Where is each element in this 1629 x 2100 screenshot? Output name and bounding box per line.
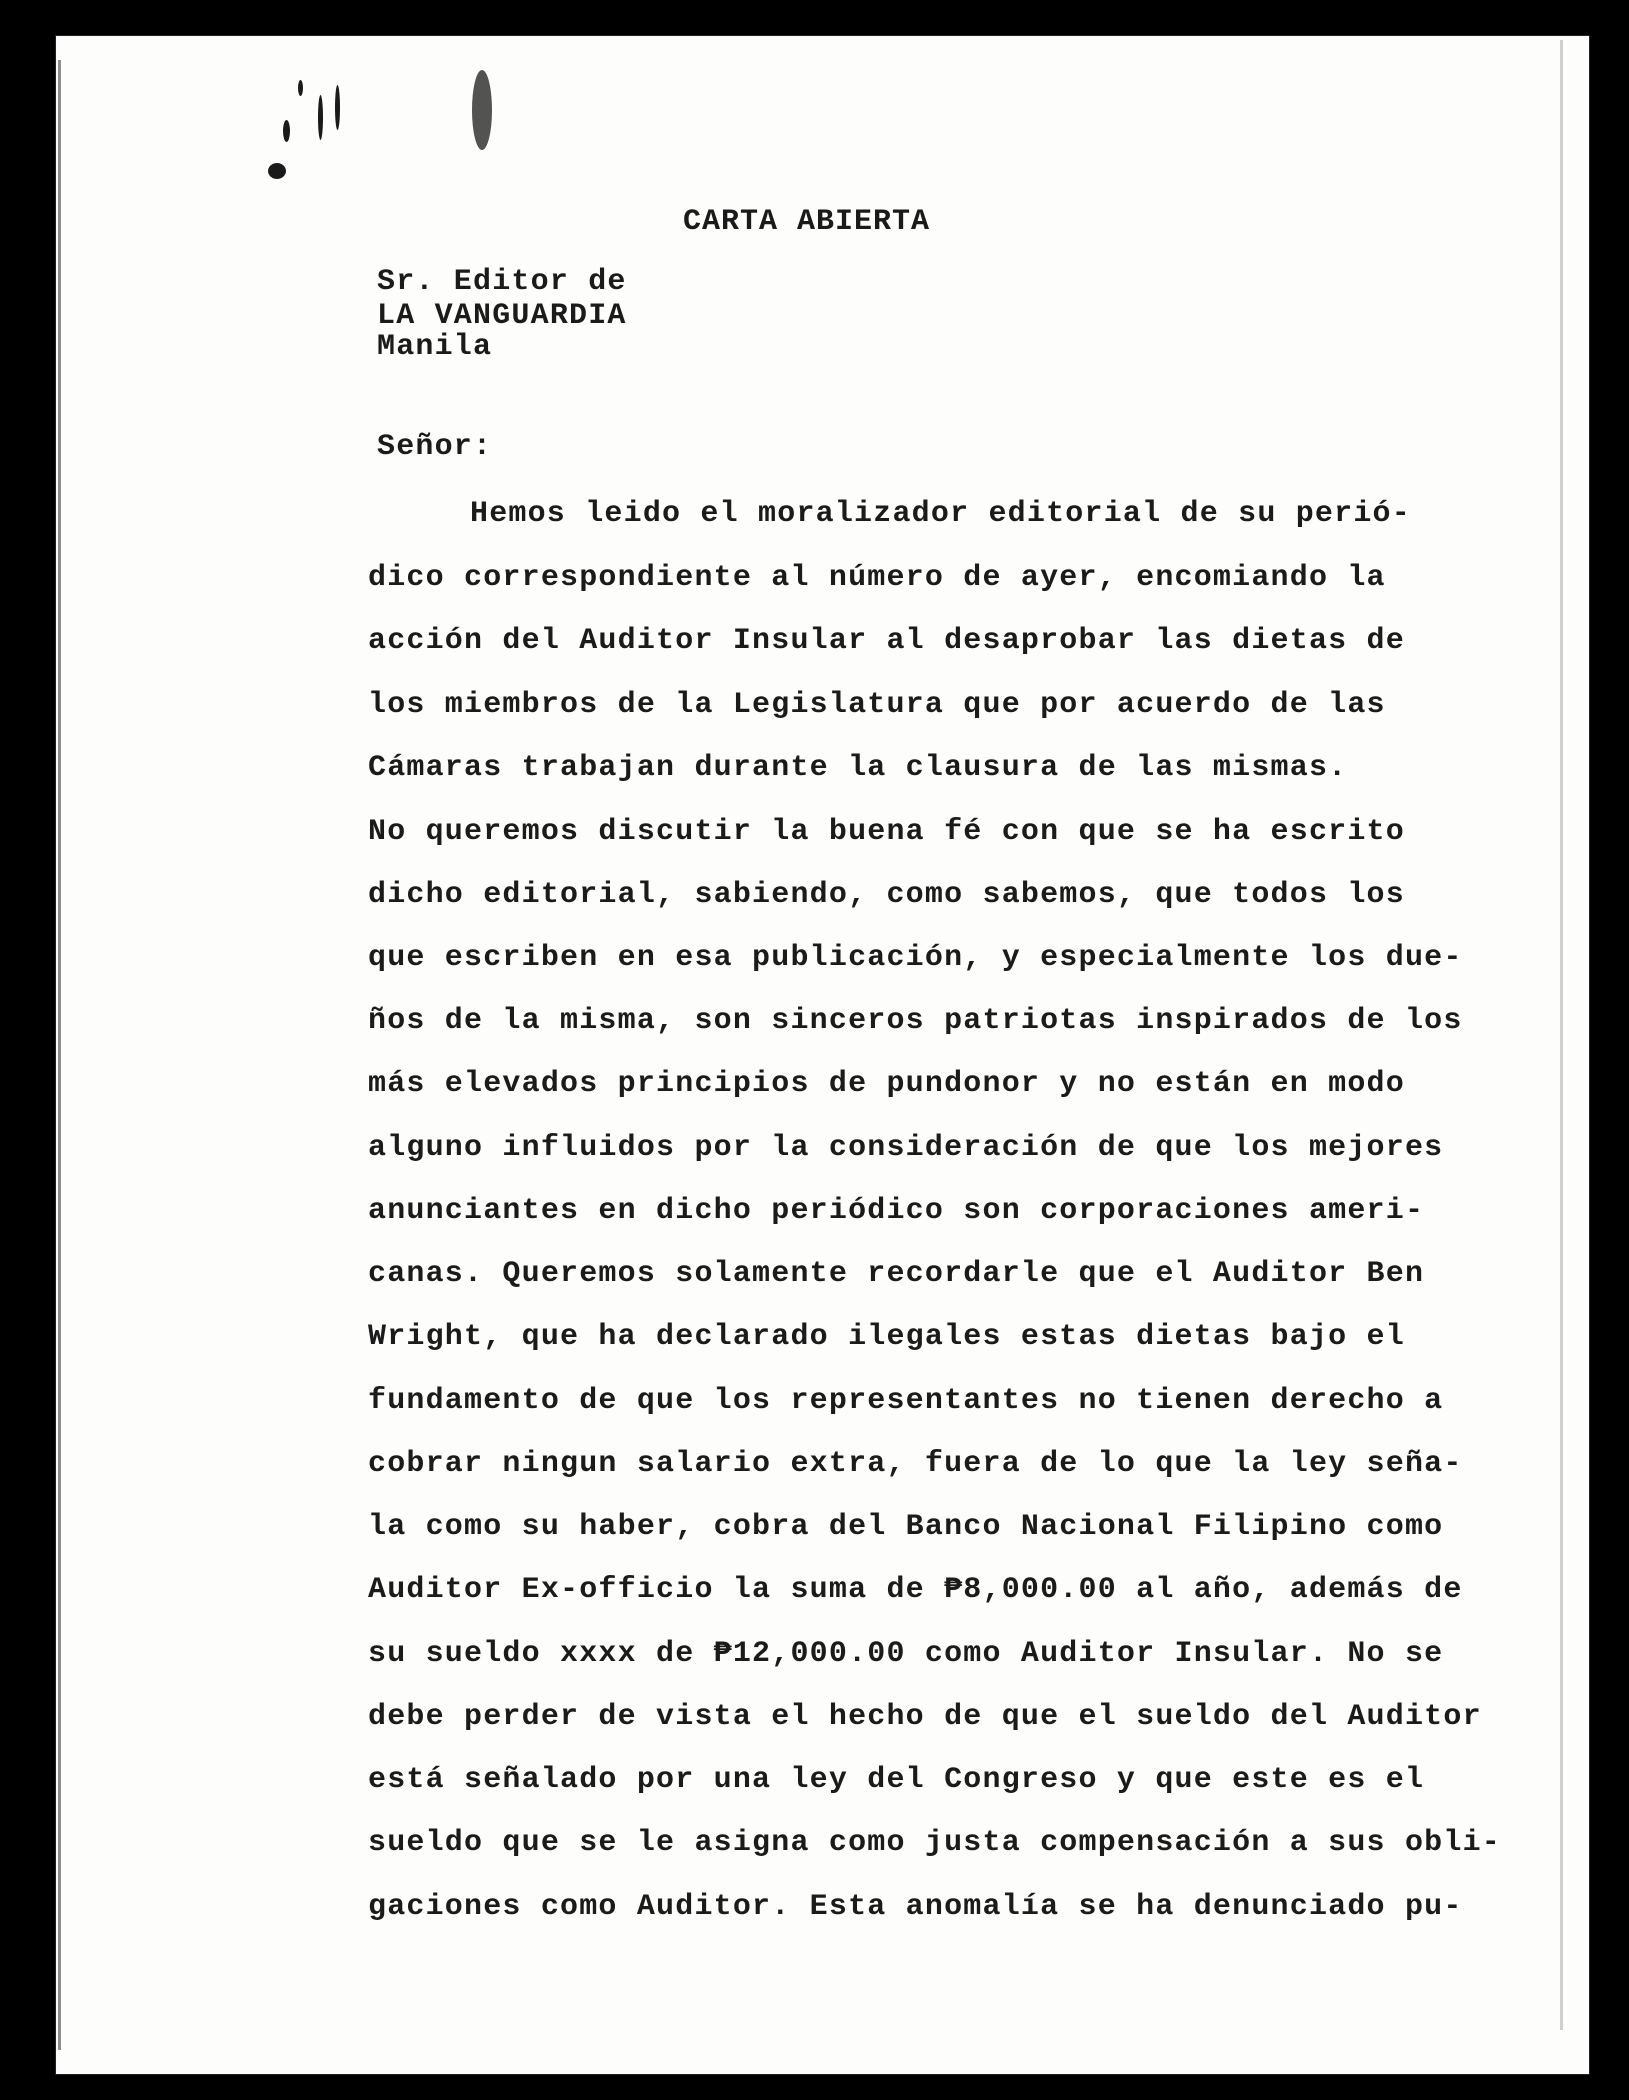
body-line: está señalado por una ley del Congreso y que este es el [368,1763,1425,1797]
paper-fold-line [58,60,61,2050]
body-line: más elevados principios de pundonor y no están en modo [368,1067,1405,1101]
address-line-newspaper: LA VANGUARDIA [377,299,627,333]
body-line: Hemos leido el moralizador editorial de su perió- [470,497,1411,531]
body-line: acción del Auditor Insular al desaprobar las dietas de [368,624,1405,658]
body-line: la como su haber, cobra del Banco Nacional Filipino como [368,1510,1444,1544]
address-line-city: Manila [377,330,493,364]
body-line: ños de la misma, son sinceros patriotas inspirados de los [368,1004,1463,1038]
body-line: fundamento de que los representantes no tienen derecho a [368,1384,1444,1418]
ink-mark [268,163,286,179]
body-line: dicho editorial, sabiendo, como sabemos, que todos los [368,878,1405,912]
body-line: su sueldo xxxx de ₱12,000.00 como Auditor Insular. No se [368,1637,1444,1671]
letter-heading: CARTA ABIERTA [683,205,931,239]
body-line: debe perder de vista el hecho de que el sueldo del Auditor [368,1700,1482,1734]
body-line: No queremos discutir la buena fé con que se ha escrito [368,815,1405,849]
body-line: anunciantes en dicho periódico son corporaciones ameri- [368,1194,1425,1228]
body-line: los miembros de la Legislatura que por acuerdo de las [368,688,1386,722]
body-line: alguno influidos por la consideración de que los mejores [368,1131,1444,1165]
body-line: que escriben en esa publicación, y especialmente los due- [368,941,1463,975]
body-line: canas. Queremos solamente recordarle que el Auditor Ben [368,1257,1425,1291]
body-line: gaciones como Auditor. Esta anomalía se ha denunciado pu- [368,1890,1463,1924]
body-line: dico correspondiente al número de ayer, encomiando la [368,561,1386,595]
ink-mark [283,120,290,142]
body-line: Cámaras trabajan durante la clausura de las mismas. [368,751,1348,785]
salutation: Señor: [377,430,493,464]
body-line: Auditor Ex-officio la suma de ₱8,000.00 al año, además de [368,1573,1463,1607]
body-line: cobrar ningun salario extra, fuera de lo que la ley seña- [368,1447,1463,1481]
body-line: Wright, que ha declarado ilegales estas dietas bajo el [368,1320,1405,1354]
ink-mark [298,80,303,96]
ink-mark [335,85,340,130]
ink-mark [472,70,492,150]
address-line-editor: Sr. Editor de [377,265,627,299]
ink-mark [318,95,323,140]
paper-edge [1560,40,1563,2030]
body-line: sueldo que se le asigna como justa compensación a sus obli- [368,1826,1501,1860]
